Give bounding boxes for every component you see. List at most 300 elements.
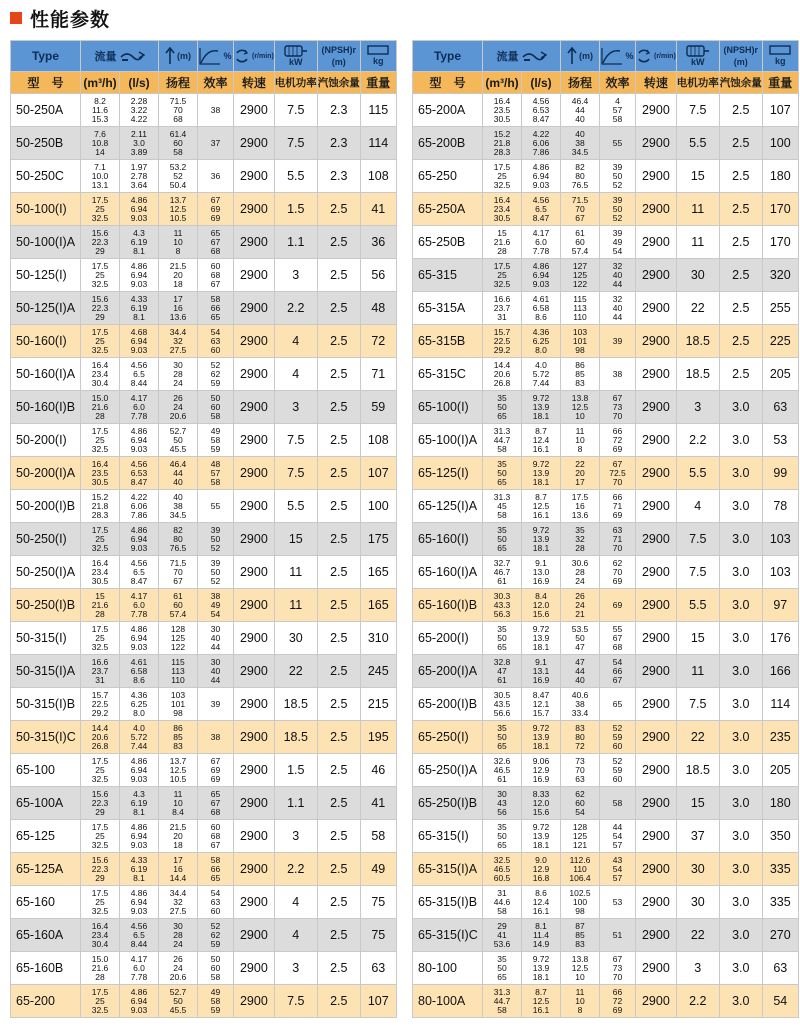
flow-ls-col-header: (l/s) <box>120 72 159 94</box>
flow-ls-cell-value: 6.19 <box>130 236 148 247</box>
flow-ls-cell-value: 9.03 <box>130 278 148 289</box>
motor-power-cell: 7.5 <box>274 424 317 457</box>
flow-m3h-cell-value: 65 <box>497 476 507 487</box>
model-cell: 65-200(I) <box>413 622 483 655</box>
flow-m3h-cell <box>81 655 120 688</box>
flow-m3h-cell <box>483 391 522 424</box>
flow-m3h-cell <box>81 424 120 457</box>
head-cell <box>159 952 198 985</box>
flow-m3h-cell <box>81 622 120 655</box>
head-cell-value: 26 <box>173 953 183 964</box>
table-row <box>413 985 799 1018</box>
flow-ls-cell <box>522 391 561 424</box>
flow-ls-cell-value: 16.1 <box>532 905 550 916</box>
flow-m3h-cell-value: 25 <box>497 269 507 280</box>
npsh-cell: 3.0 <box>719 985 762 1018</box>
flow-m3h-cell-value: 65 <box>497 410 507 421</box>
model-cell: 65-100A <box>11 787 81 820</box>
efficiency-cell <box>198 556 234 589</box>
weight-cell: 114 <box>360 127 396 160</box>
flow-ls-cell <box>522 853 561 886</box>
efficiency-cell-value: 63 <box>210 896 221 907</box>
flow-m3h-cell-value: 16.4 <box>91 458 109 469</box>
weight-unit-header <box>360 41 396 72</box>
flow-m3h-cell-value: 25 <box>95 533 105 544</box>
efficiency-cell-value: 55 <box>612 623 623 634</box>
flow-ls-cell <box>120 292 159 325</box>
efficiency-cell <box>198 886 234 919</box>
efficiency-cell-value: 69 <box>612 1004 623 1015</box>
efficiency-cell-value: 65 <box>210 872 221 883</box>
flow-m3h-cell-value: 16.6 <box>493 293 511 304</box>
flow-m3h-cell <box>81 523 120 556</box>
model-cell: 50-250A <box>11 94 81 127</box>
weight-cell: 335 <box>762 853 798 886</box>
head-cell-value: 17 <box>575 476 585 487</box>
efficiency-cell-value: 60 <box>210 962 221 973</box>
head-cell <box>561 919 600 952</box>
head-cell-value: 70 <box>173 104 183 115</box>
flow-icon <box>521 48 547 64</box>
flow-header <box>81 41 159 72</box>
flow-m3h-cell-value: 58 <box>497 1004 507 1015</box>
head-cell-value: 28 <box>575 542 585 553</box>
flow-m3h-cell-value: 23.4 <box>493 203 511 214</box>
head-cell-value: 80 <box>575 170 585 181</box>
head-cell-value: 40 <box>173 491 183 502</box>
flow-ls-cell-value: 4.61 <box>532 293 550 304</box>
speed-cell: 2900 <box>234 952 275 985</box>
motor-power-cell: 7.5 <box>676 94 719 127</box>
model-cell: 65-160B <box>11 952 81 985</box>
motor-power-cell: 3 <box>274 259 317 292</box>
efficiency-cell-value: 44 <box>612 311 623 322</box>
npsh-cell: 2.5 <box>317 721 360 754</box>
speed-cell: 2900 <box>636 919 677 952</box>
npsh-cell: 3.0 <box>719 655 762 688</box>
flow-ls-cell <box>522 226 561 259</box>
speed-cell: 2900 <box>234 820 275 853</box>
flow-ls-cell-value: 4.86 <box>130 986 148 997</box>
head-cell-value: 80 <box>173 533 183 544</box>
efficiency-cell-value: 50 <box>210 392 221 403</box>
model-cell: 65-315B <box>413 325 483 358</box>
motor-power-cell: 4 <box>676 490 719 523</box>
flow-ls-cell <box>522 820 561 853</box>
flow-ls-cell <box>522 721 561 754</box>
flow-ls-cell-value: 6.94 <box>130 203 148 214</box>
head-cell-value: 121 <box>572 839 588 850</box>
flow-ls-cell-value: 4.17 <box>130 953 148 964</box>
speed-cell: 2900 <box>636 160 677 193</box>
flow-m3h-cell-value: 35 <box>497 524 507 535</box>
efficiency-cell-value: 67 <box>210 194 221 205</box>
efficiency-cell <box>600 820 636 853</box>
flow-m3h-cell-value: 50 <box>497 830 507 841</box>
flow-ls-cell-value: 4.33 <box>130 854 148 865</box>
efficiency-cell-value: 40 <box>612 302 623 313</box>
efficiency-cell-value: 70 <box>612 566 623 577</box>
motor-power-cell: 7.5 <box>676 556 719 589</box>
efficiency-cell-value: 73 <box>612 401 623 412</box>
flow-m3h-cell-value: 26.8 <box>91 740 109 751</box>
flow-ls-cell-value: 15.6 <box>532 608 550 619</box>
motor-power-cell: 30 <box>676 886 719 919</box>
flow-ls-cell-value: 16.1 <box>532 1004 550 1015</box>
head-cell <box>561 94 600 127</box>
flow-m3h-cell <box>483 259 522 292</box>
flow-ls-cell-value: 4.86 <box>532 161 550 172</box>
head-cell-value: 110 <box>573 311 587 322</box>
speed-cell: 2900 <box>234 391 275 424</box>
efficiency-cell-value: 60 <box>210 260 221 271</box>
head-cell <box>561 985 600 1018</box>
flow-m3h-cell-value: 32.5 <box>91 278 109 289</box>
head-cell-value: 52.7 <box>169 986 187 997</box>
flow-ls-cell <box>120 622 159 655</box>
flow-ls-cell-value: 9.1 <box>535 557 547 568</box>
motor-power-cell: 7.5 <box>274 457 317 490</box>
head-cell <box>159 292 198 325</box>
flow-ls-cell-value: 3.64 <box>130 179 148 190</box>
efficiency-cell-value: 67 <box>612 458 623 469</box>
flow-m3h-cell <box>81 193 120 226</box>
efficiency-cell-value: 67 <box>612 392 623 403</box>
efficiency-cell-value: 68 <box>210 245 221 256</box>
flow-ls-cell-value: 6.0 <box>535 236 547 247</box>
efficiency-col-header: 效率 <box>600 72 636 94</box>
weight-cell: 59 <box>360 391 396 424</box>
model-cell: 50-160(I)A <box>11 358 81 391</box>
head-cell <box>159 721 198 754</box>
table-row <box>11 820 397 853</box>
head-cell <box>159 589 198 622</box>
flow-ls-cell-value: 8.1 <box>535 920 547 931</box>
motor-power-cell: 18.5 <box>676 325 719 358</box>
speed-cell: 2900 <box>234 160 275 193</box>
head-cell-value: 61.4 <box>169 128 187 139</box>
efficiency-cell-value: 67 <box>210 839 221 850</box>
speed-cell: 2900 <box>636 556 677 589</box>
head-cell-value: 10 <box>575 971 585 982</box>
table-row <box>413 457 799 490</box>
efficiency-cell <box>600 985 636 1018</box>
flow-ls-cell <box>120 820 159 853</box>
head-cell <box>159 985 198 1018</box>
flow-ls-cell-value: 15.6 <box>532 806 550 817</box>
table-row <box>11 985 397 1018</box>
efficiency-cell-value: 65 <box>612 698 623 709</box>
flow-m3h-cell-value: 65 <box>497 839 507 850</box>
flow-m3h-cell-value: 43.3 <box>493 599 511 610</box>
model-cell: 65-160A <box>11 919 81 952</box>
efficiency-cell-value: 67 <box>210 797 221 808</box>
motor-power-cell: 4 <box>274 919 317 952</box>
motor-power-cell: 30 <box>676 853 719 886</box>
flow-ls-cell <box>120 688 159 721</box>
flow-ls-cell-value: 12.9 <box>532 863 550 874</box>
flow-ls-cell <box>522 457 561 490</box>
flow-ls-cell-value: 9.03 <box>130 443 148 454</box>
head-cell <box>561 721 600 754</box>
head-cell-value: 16 <box>575 500 585 511</box>
flow-ls-cell-value: 4.86 <box>130 755 148 766</box>
efficiency-unit-label: % <box>223 51 232 61</box>
motor-power-cell: 4 <box>274 886 317 919</box>
efficiency-cell-value: 66 <box>210 302 221 313</box>
speed-unit-label: (r/min) <box>252 52 274 60</box>
speed-cell: 2900 <box>234 358 275 391</box>
efficiency-cell-value: 44 <box>612 278 623 289</box>
flow-ls-cell-value: 6.0 <box>133 599 145 610</box>
efficiency-cell <box>198 985 234 1018</box>
flow-m3h-cell <box>483 292 522 325</box>
head-cell-value: 17 <box>173 854 183 865</box>
head-cell <box>159 523 198 556</box>
head-cell-value: 125 <box>572 269 588 280</box>
efficiency-cell <box>600 787 636 820</box>
flow-ls-cell-value: 9.1 <box>535 656 547 667</box>
table-row <box>413 622 799 655</box>
table-row <box>413 424 799 457</box>
table-row <box>11 127 397 160</box>
flow-m3h-cell-value: 50 <box>497 401 507 412</box>
efficiency-cell-value: 58 <box>210 995 221 1006</box>
flow-ls-cell <box>522 622 561 655</box>
flow-ls-cell-value: 8.7 <box>535 986 547 997</box>
flow-ls-cell-value: 8.33 <box>532 788 550 799</box>
head-cell-value: 45.5 <box>169 443 187 454</box>
efficiency-cell <box>600 919 636 952</box>
flow-m3h-cell <box>483 820 522 853</box>
npsh-cell: 2.5 <box>317 787 360 820</box>
flow-ls-cell <box>522 292 561 325</box>
efficiency-cell-value: 54 <box>612 863 623 874</box>
efficiency-cell <box>198 259 234 292</box>
flow-m3h-cell-value: 47 <box>497 665 507 676</box>
weight-cell: 176 <box>762 622 798 655</box>
flow-m3h-cell-value: 25 <box>95 764 105 775</box>
model-cell: 65-125 <box>11 820 81 853</box>
npsh-label: (NPSH)r <box>723 45 759 55</box>
head-cell-value: 8 <box>577 443 583 454</box>
flow-ls-cell <box>522 127 561 160</box>
speed-cell: 2900 <box>234 919 275 952</box>
efficiency-cell-value: 58 <box>210 971 221 982</box>
flow-m3h-cell <box>483 952 522 985</box>
weight-cell: 166 <box>762 655 798 688</box>
flow-m3h-cell-value: 31.3 <box>493 425 511 436</box>
speed-cell: 2900 <box>636 94 677 127</box>
efficiency-cell-value: 54 <box>210 326 221 337</box>
speed-cell: 2900 <box>234 985 275 1018</box>
flow-m3h-cell-value: 32.5 <box>493 854 511 865</box>
head-cell-value: 61 <box>575 227 585 238</box>
efficiency-cell-value: 62 <box>210 368 221 379</box>
flow-m3h-cell <box>483 787 522 820</box>
flow-m3h-cell-value: 25 <box>95 632 105 643</box>
head-col-header: 扬程 <box>159 72 198 94</box>
flow-m3h-cell-value: 32.5 <box>493 278 511 289</box>
head-cell <box>561 952 600 985</box>
head-cell-value: 112.6 <box>569 854 591 865</box>
head-cell-value: 13.6 <box>571 509 589 520</box>
flow-m3h-cell-value: 28 <box>95 608 105 619</box>
flow-m3h-cell <box>483 655 522 688</box>
head-cell-value: 76.5 <box>169 542 187 553</box>
head-cell-value: 128 <box>170 623 186 634</box>
flow-ls-cell-value: 16.8 <box>532 872 550 883</box>
head-cell-value: 113 <box>171 665 185 676</box>
weight-cell: 195 <box>360 721 396 754</box>
speed-cell: 2900 <box>636 589 677 622</box>
flow-ls-cell-value: 12.1 <box>532 698 550 709</box>
flow-ls-cell <box>120 193 159 226</box>
flow-ls-cell <box>120 358 159 391</box>
flow-ls-cell <box>522 886 561 919</box>
efficiency-cell-value: 40 <box>612 269 623 280</box>
flow-m3h-cell-value: 20.6 <box>493 368 511 379</box>
flow-m3h-cell-value: 13.1 <box>91 179 109 190</box>
flow-m3h-cell-value: 56 <box>497 806 507 817</box>
speed-cell: 2900 <box>636 853 677 886</box>
head-cell-value: 70 <box>575 203 585 214</box>
npsh-cell: 2.5 <box>719 292 762 325</box>
flow-ls-cell-value: 13.9 <box>532 401 550 412</box>
flow-ls-cell-value: 9.03 <box>130 641 148 652</box>
model-cell: 65-250(I)B <box>413 787 483 820</box>
weight-cell: 115 <box>360 94 396 127</box>
efficiency-cell-value: 38 <box>210 731 221 742</box>
efficiency-cell <box>198 688 234 721</box>
model-col-header: 型 号 <box>11 72 81 94</box>
head-cell <box>561 589 600 622</box>
head-cell-value: 60 <box>575 797 585 808</box>
efficiency-cell-value: 54 <box>612 656 623 667</box>
efficiency-cell-value: 68 <box>612 641 623 652</box>
motor-power-cell: 18.5 <box>676 358 719 391</box>
model-cell: 65-125(I)A <box>413 490 483 523</box>
flow-m3h-cell <box>81 556 120 589</box>
head-cell-value: 26 <box>173 392 183 403</box>
flow-m3h-cell-value: 23.7 <box>91 665 109 676</box>
npsh-cell: 3.0 <box>719 589 762 622</box>
head-cell-value: 47 <box>575 641 585 652</box>
flow-ls-cell-value: 8.1 <box>133 245 145 256</box>
flow-ls-cell-value: 6.53 <box>532 104 550 115</box>
flow-ls-cell-value: 6.19 <box>130 797 148 808</box>
flow-ls-cell-value: 4.86 <box>130 260 148 271</box>
weight-unit-label: kg <box>775 56 786 66</box>
weight-unit-header <box>762 41 798 72</box>
flow-ls-cell <box>522 655 561 688</box>
flow-ls-cell-value: 6.94 <box>130 830 148 841</box>
head-cell-value: 102.5 <box>569 887 591 898</box>
head-cell-value: 13.8 <box>571 392 589 403</box>
head-cell <box>159 787 198 820</box>
flow-ls-cell-value: 8.0 <box>133 707 145 718</box>
flow-ls-cell-value: 6.5 <box>133 566 145 577</box>
efficiency-cell-value: 67 <box>612 674 623 685</box>
table-row <box>413 259 799 292</box>
flow-ls-cell-value: 9.03 <box>130 905 148 916</box>
head-cell-value: 52.7 <box>169 425 187 436</box>
efficiency-cell-value: 37 <box>210 137 221 148</box>
flow-ls-cell-value: 6.94 <box>130 632 148 643</box>
model-cell: 65-100(I) <box>413 391 483 424</box>
page-header <box>10 6 110 30</box>
flow-m3h-cell <box>81 391 120 424</box>
flow-m3h-cell-value: 17.5 <box>91 260 109 271</box>
flow-m3h-cell <box>483 358 522 391</box>
weight-col-header: 重量 <box>762 72 798 94</box>
model-cell: 50-200(I)B <box>11 490 81 523</box>
flow-m3h-cell-value: 14.4 <box>91 722 109 733</box>
efficiency-cell <box>600 358 636 391</box>
speed-cell: 2900 <box>234 655 275 688</box>
motor-power-cell: 15 <box>676 622 719 655</box>
flow-m3h-cell <box>483 226 522 259</box>
flow-m3h-col-header: (m³/h) <box>81 72 120 94</box>
efficiency-cell-value: 71 <box>612 500 623 511</box>
head-cell-value: 24 <box>173 962 183 973</box>
flow-ls-cell-value: 12.0 <box>532 797 550 808</box>
weight-cell: 310 <box>360 622 396 655</box>
efficiency-cell-value: 65 <box>210 227 221 238</box>
flow-ls-cell-value: 13.9 <box>532 632 550 643</box>
motor-power-cell: 3 <box>274 820 317 853</box>
flow-m3h-cell-value: 58 <box>497 905 507 916</box>
flow-ls-cell <box>120 127 159 160</box>
head-cell-value: 10.5 <box>169 212 187 223</box>
flow-header <box>483 41 561 72</box>
flow-m3h-cell <box>81 754 120 787</box>
weight-cell: 41 <box>360 193 396 226</box>
flow-m3h-cell <box>483 325 522 358</box>
flow-ls-cell-value: 2.28 <box>130 95 148 106</box>
motor-power-cell: 15 <box>676 787 719 820</box>
flow-ls-cell-value: 16.1 <box>532 443 550 454</box>
flow-ls-cell-value: 4.86 <box>130 623 148 634</box>
head-cell-value: 122 <box>572 278 588 289</box>
flow-m3h-cell-value: 15.3 <box>91 113 109 124</box>
flow-ls-cell-value: 4.22 <box>130 113 148 124</box>
motor-power-cell: 1.5 <box>274 193 317 226</box>
model-cell: 65-315 <box>413 259 483 292</box>
flow-m3h-cell-value: 35 <box>497 623 507 634</box>
head-cell-value: 27.5 <box>169 905 187 916</box>
flow-ls-cell-value: 8.47 <box>532 113 550 124</box>
speed-cell: 2900 <box>636 259 677 292</box>
flow-ls-cell <box>120 259 159 292</box>
flow-ls-cell <box>522 787 561 820</box>
npsh-cell: 3.0 <box>719 556 762 589</box>
head-cell <box>561 292 600 325</box>
head-cell <box>159 688 198 721</box>
flow-ls-cell <box>522 523 561 556</box>
npsh-cell: 3.0 <box>719 886 762 919</box>
flow-ls-cell-value: 8.47 <box>532 689 550 700</box>
flow-ls-cell-value: 11.4 <box>533 929 549 940</box>
flow-ls-cell-value: 8.47 <box>130 575 148 586</box>
efficiency-cell-value: 62 <box>210 929 221 940</box>
efficiency-cell-value: 40 <box>210 632 221 643</box>
flow-m3h-cell-value: 21.6 <box>91 599 109 610</box>
flow-m3h-cell <box>81 94 120 127</box>
speed-cell: 2900 <box>636 325 677 358</box>
efficiency-cell-value: 32 <box>612 260 623 271</box>
flow-m3h-cell <box>483 160 522 193</box>
